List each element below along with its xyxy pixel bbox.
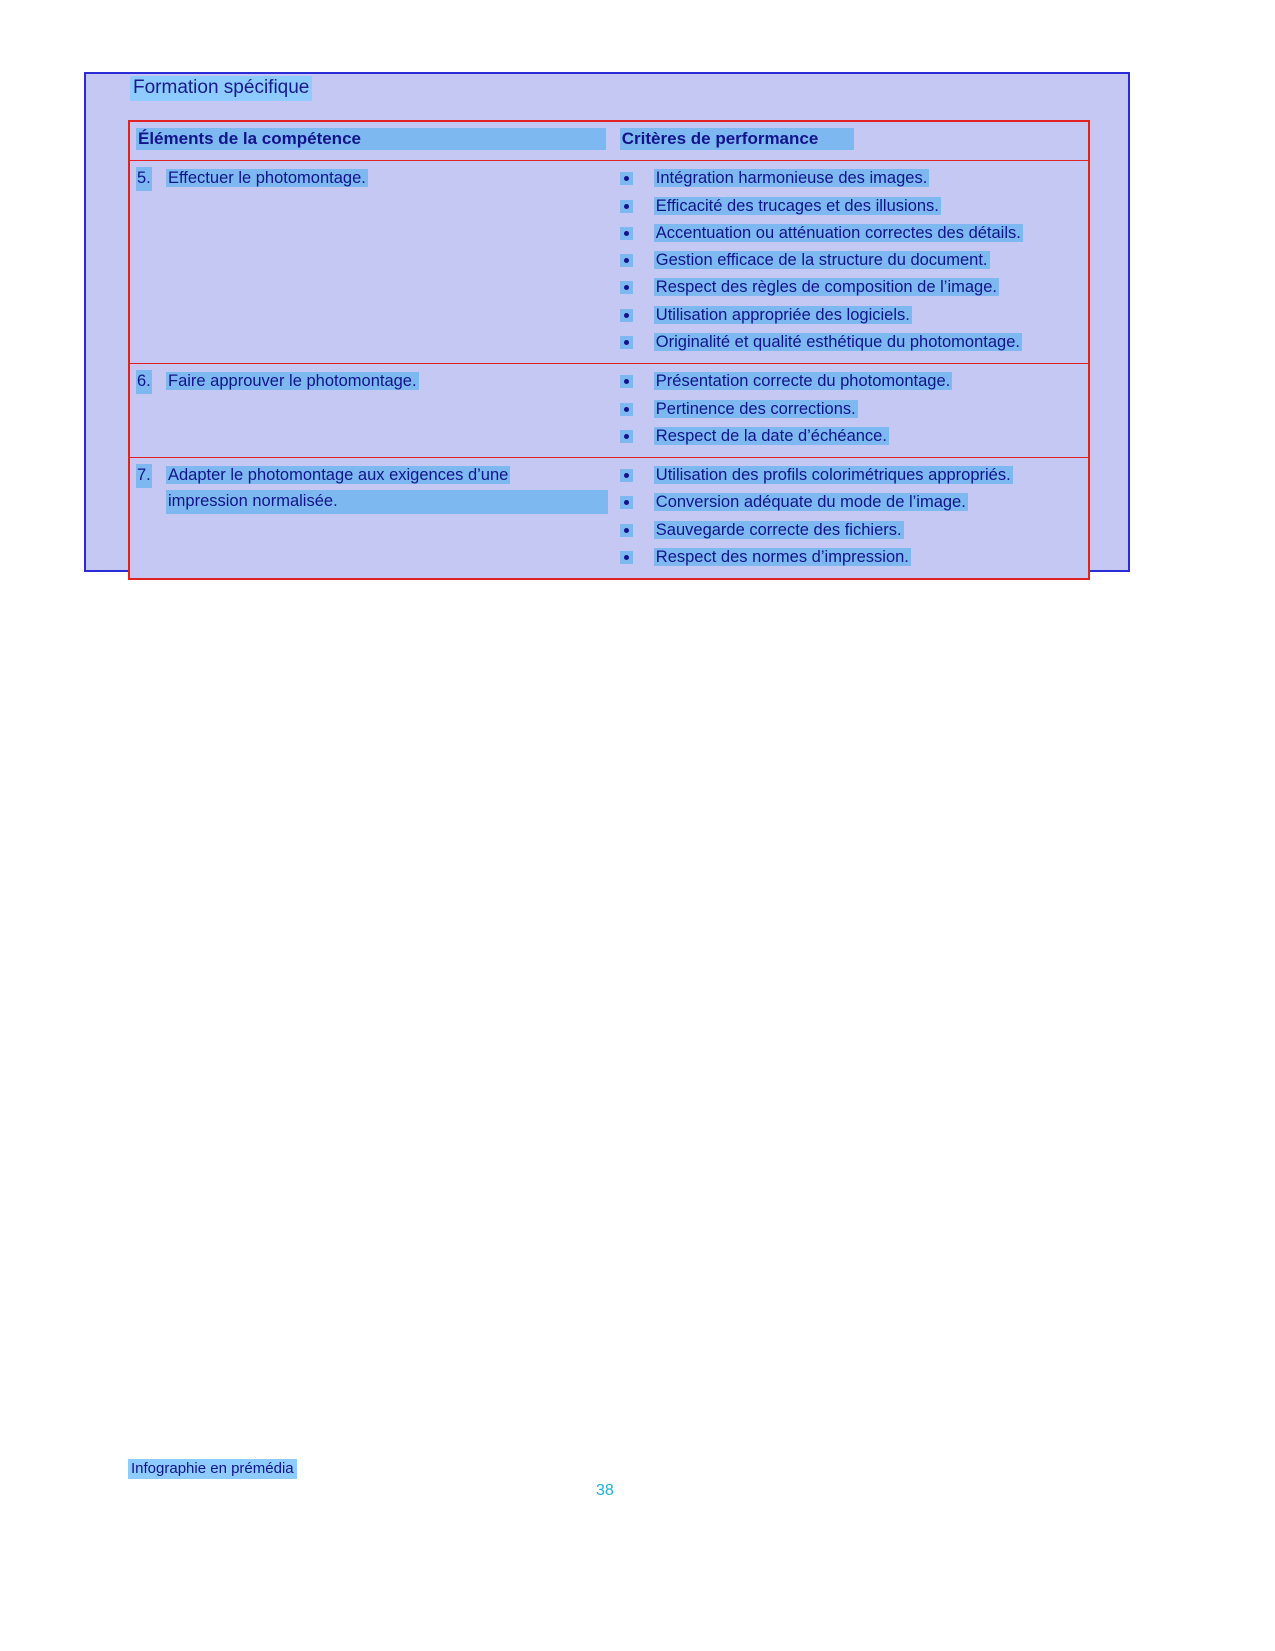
list-item: Respect de la date d’échéance. xyxy=(620,425,1082,447)
list-item: Respect des règles de composition de l’image. xyxy=(620,276,1082,298)
criteria-list xyxy=(620,464,1082,568)
bullet-icon xyxy=(620,309,633,322)
competency-table xyxy=(128,120,1090,580)
bullet-icon xyxy=(620,524,633,537)
column-header-criteria: Critères de performance xyxy=(620,128,854,150)
bullet-icon xyxy=(620,375,633,388)
column-header-elements: Éléments de la compétence xyxy=(136,128,606,150)
bullet-icon xyxy=(620,551,633,564)
bullet-icon xyxy=(620,469,633,482)
element-text-line2: impression normalisée. xyxy=(166,490,608,514)
list-item: Conversion adéquate du mode de l’image. xyxy=(620,491,1082,513)
page-number: 38 xyxy=(596,1482,614,1499)
table-header-cell-elements xyxy=(130,122,614,161)
table-header-row xyxy=(130,122,1088,161)
bullet-icon xyxy=(620,430,633,443)
criteria-cell xyxy=(614,458,1088,579)
table-row xyxy=(130,458,1088,579)
element-cell xyxy=(130,458,614,579)
list-item: Respect des normes d’impression. xyxy=(620,546,1082,568)
bullet-icon xyxy=(620,200,633,213)
list-item: Sauvegarde correcte des fichiers. xyxy=(620,519,1082,541)
bullet-icon xyxy=(620,227,633,240)
criteria-cell xyxy=(614,161,1088,364)
criteria-cell xyxy=(614,364,1088,458)
list-item: Pertinence des corrections. xyxy=(620,398,1082,420)
bullet-icon xyxy=(620,496,633,509)
list-item: Utilisation appropriée des logiciels. xyxy=(620,304,1082,326)
element-cell xyxy=(130,364,614,458)
list-item: Accentuation ou atténuation correctes des détails. xyxy=(620,222,1082,244)
footer-program-name: Infographie en prémédia xyxy=(128,1459,297,1479)
list-item: Intégration harmonieuse des images. xyxy=(620,167,1082,189)
list-item: Gestion efficace de la structure du document. xyxy=(620,249,1082,271)
criteria-list xyxy=(620,167,1082,353)
competency-element xyxy=(136,464,608,514)
element-cell xyxy=(130,161,614,364)
table-row xyxy=(130,364,1088,458)
element-text: Faire approuver le photomontage. xyxy=(168,372,417,391)
list-item: Efficacité des trucages et des illusions. xyxy=(620,195,1082,217)
element-number: 6. xyxy=(136,370,152,394)
section-heading: Formation spécifique xyxy=(130,76,312,101)
competency-element xyxy=(136,370,608,394)
bullet-icon xyxy=(620,281,633,294)
bullet-icon xyxy=(620,403,633,416)
bullet-icon xyxy=(620,172,633,185)
annotated-page-region xyxy=(84,72,1130,572)
element-number: 7. xyxy=(136,464,152,488)
competency-element xyxy=(136,167,608,191)
element-number: 5. xyxy=(136,167,152,191)
bullet-icon xyxy=(620,254,633,267)
list-item: Utilisation des profils colorimétriques appropriés. xyxy=(620,464,1082,486)
criteria-list xyxy=(620,370,1082,447)
table-row xyxy=(130,161,1088,364)
element-text: Effectuer le photomontage. xyxy=(168,169,366,188)
list-item: Originalité et qualité esthétique du photomontage. xyxy=(620,331,1082,353)
list-item: Présentation correcte du photomontage. xyxy=(620,370,1082,392)
table-header-cell-criteria xyxy=(614,122,1088,161)
bullet-icon xyxy=(620,336,633,349)
element-text: Adapter le photomontage aux exigences d’une xyxy=(168,466,509,485)
